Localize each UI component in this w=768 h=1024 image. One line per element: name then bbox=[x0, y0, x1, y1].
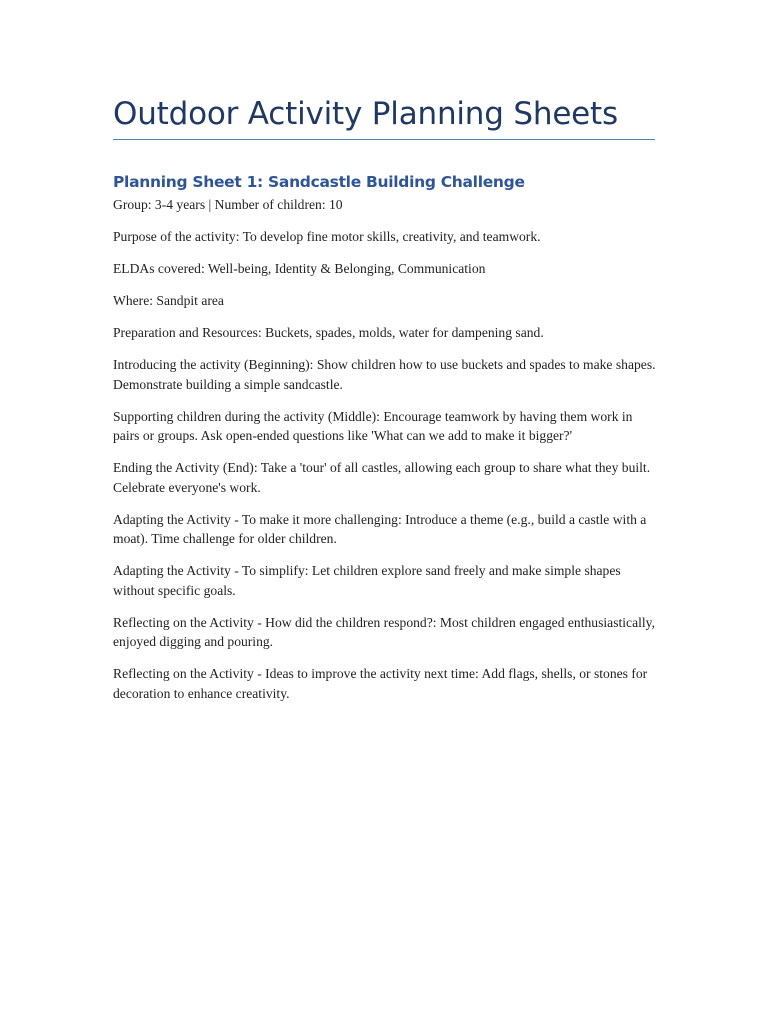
paragraph-eldas: ELDAs covered: Well-being, Identity & Belonging, Communication bbox=[113, 261, 486, 276]
paragraph-reflecting-response: Reflecting on the Activity - How did the children respond?: Most children engaged enthusiastically, enjoyed digging and pouring. bbox=[113, 614, 655, 649]
paragraph-ending: Ending the Activity (End): Take a 'tour' of all castles, allowing each group to share what they built. Celebrate everyone's work. bbox=[113, 460, 651, 495]
title-underline-rule bbox=[113, 139, 655, 140]
section-heading: Planning Sheet 1: Sandcastle Building Challenge bbox=[113, 173, 525, 191]
paragraph-where: Where: Sandpit area bbox=[113, 293, 224, 308]
paragraph-reflecting-improve: Reflecting on the Activity - Ideas to improve the activity next time: Add flags, shells, or stones for decoration to enhance creativity. bbox=[113, 666, 648, 701]
paragraph-supporting: Supporting children during the activity (Middle): Encourage teamwork by having them work in pairs or groups. Ask open-ended questions like 'What can we add to make it bigger?' bbox=[113, 408, 633, 443]
paragraph-adapting-challenge: Adapting the Activity - To make it more challenging: Introduce a theme (e.g., build a castle with a moat). Time challenge for older children. bbox=[113, 511, 647, 546]
paragraph-purpose: Purpose of the activity: To develop fine motor skills, creativity, and teamwork. bbox=[113, 229, 541, 244]
paragraph-preparation: Preparation and Resources: Buckets, spades, molds, water for dampening sand. bbox=[113, 325, 544, 340]
document-title: Outdoor Activity Planning Sheets bbox=[113, 96, 618, 132]
paragraph-adapting-simplify: Adapting the Activity - To simplify: Let children explore sand freely and make simple shapes without specific goals. bbox=[113, 563, 621, 598]
document-page bbox=[113, 0, 656, 716]
paragraph-introducing: Introducing the activity (Beginning): Show children how to use buckets and spades to make shapes. Demonstrate building a simple sandcastle. bbox=[113, 357, 656, 392]
paragraph-group: Group: 3-4 years | Number of children: 10 bbox=[113, 197, 343, 212]
